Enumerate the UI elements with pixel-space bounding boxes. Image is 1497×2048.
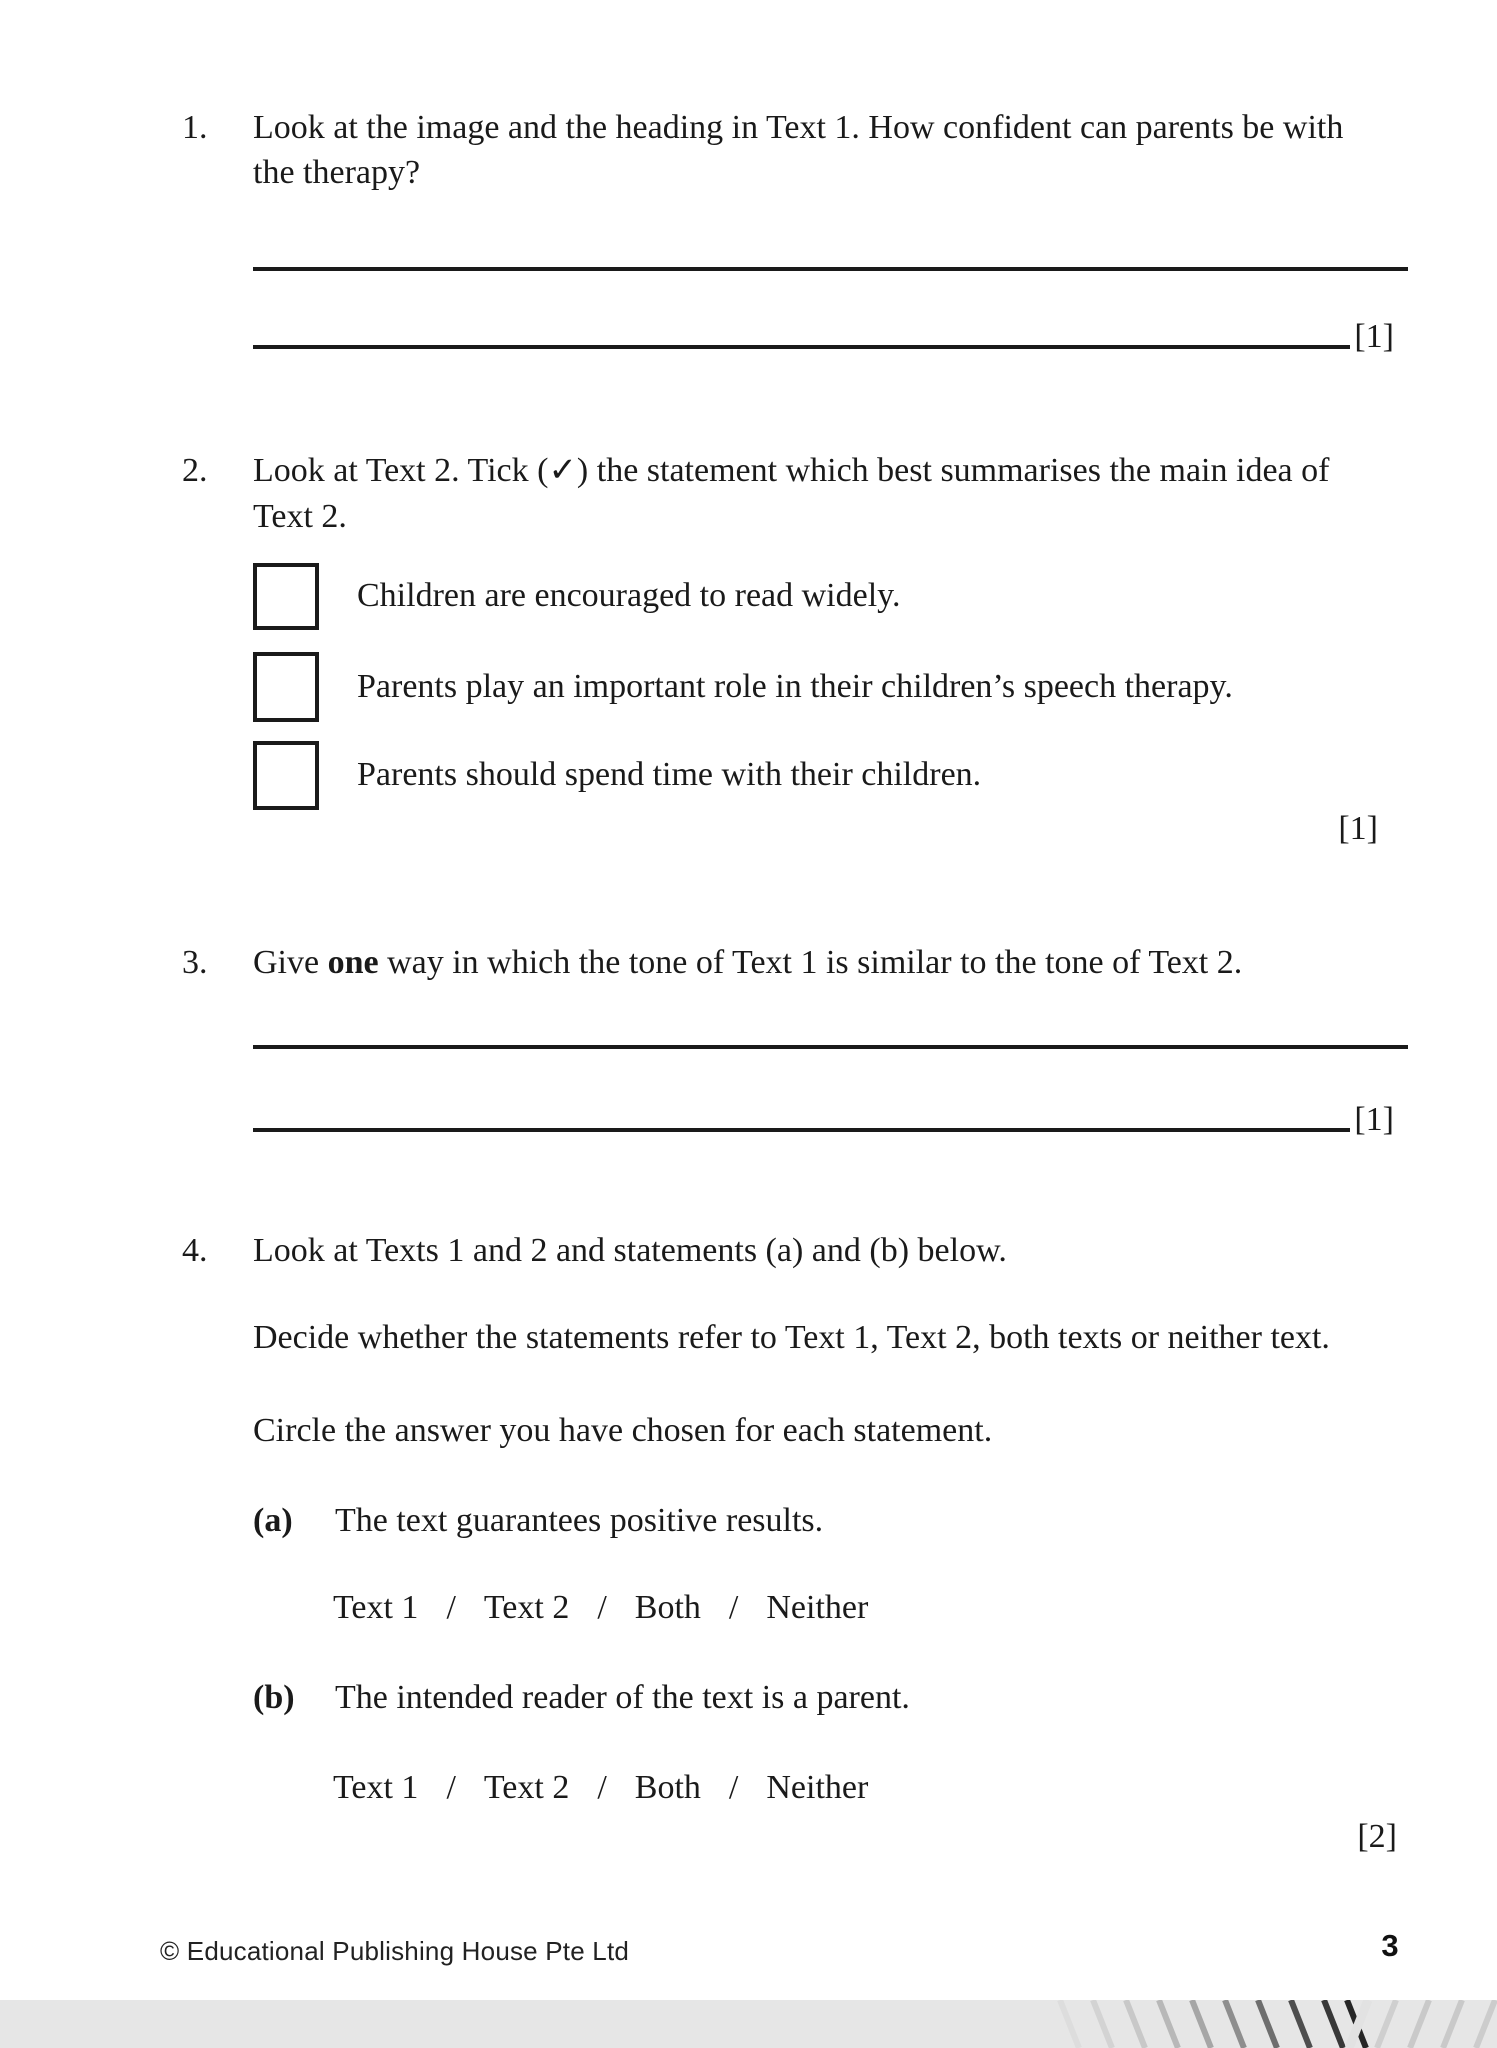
slash-separator: / xyxy=(728,1589,739,1626)
q3-mark-badge: [1] xyxy=(1354,1101,1394,1138)
corner-stripes-decoration xyxy=(1037,2000,1497,2048)
q4-mark-badge: [2] xyxy=(1357,1818,1397,1855)
q3-text-prefix: Give xyxy=(253,944,328,981)
choice-b-neither[interactable]: Neither xyxy=(766,1769,869,1806)
question-4-intro: Look at Texts 1 and 2 and statements (a) and (b) below. xyxy=(253,1232,1007,1269)
checkbox-label-3: Parents should spend time with their children. xyxy=(357,756,982,793)
question-2-number: 2. xyxy=(182,452,208,489)
answer-line-q3-2[interactable] xyxy=(253,1128,1350,1132)
checkbox-label-2: Parents play an important role in their children’s speech therapy. xyxy=(357,668,1233,705)
choice-a-neither[interactable]: Neither xyxy=(766,1589,869,1626)
choice-a-text2[interactable]: Text 2 xyxy=(483,1589,570,1626)
question-4-decide-instruction: Decide whether the statements refer to Text 1, Text 2, both texts or neither text. xyxy=(253,1319,1330,1356)
question-2-text-line2: Text 2. xyxy=(253,498,347,535)
q1-mark-badge: [1] xyxy=(1354,318,1394,355)
q2-mark-badge: [1] xyxy=(1338,810,1378,847)
answer-line-q3-1[interactable] xyxy=(253,1045,1408,1049)
page-number: 3 xyxy=(1381,1928,1399,1963)
question-4-number: 4. xyxy=(182,1232,208,1269)
question-1-text-line2: the therapy? xyxy=(253,154,421,191)
checkbox-option-2[interactable] xyxy=(253,652,319,722)
footer-copyright: © Educational Publishing House Pte Ltd xyxy=(160,1936,630,1966)
choice-b-text2[interactable]: Text 2 xyxy=(483,1769,570,1806)
statement-b-label: (b) xyxy=(253,1679,295,1716)
q3-text-suffix: way in which the tone of Text 1 is similar to the tone of Text 2. xyxy=(378,944,1243,981)
choice-b-both[interactable]: Both xyxy=(634,1769,701,1806)
slash-separator: / xyxy=(446,1769,456,1806)
question-3-text xyxy=(253,944,1242,982)
answer-line-q1-2[interactable] xyxy=(253,345,1350,349)
checkbox-label-1: Children are encouraged to read widely. xyxy=(357,577,901,614)
statement-a-label: (a) xyxy=(253,1502,293,1539)
slash-separator: / xyxy=(446,1589,456,1626)
statement-a-text: The text guarantees positive results. xyxy=(335,1502,824,1539)
question-1-text-line1: Look at the image and the heading in Text 1. How confident can parents be with xyxy=(253,109,1344,146)
question-1-number: 1. xyxy=(182,109,208,146)
question-2-text-line1: Look at Text 2. Tick (✓) the statement which best summarises the main idea of xyxy=(253,452,1330,489)
slash-separator: / xyxy=(597,1769,607,1806)
q3-bold-word: one xyxy=(327,944,379,981)
question-4-circle-instruction: Circle the answer you have chosen for each statement. xyxy=(253,1412,993,1449)
slash-separator: / xyxy=(597,1589,607,1626)
choice-a-both[interactable]: Both xyxy=(634,1589,701,1626)
statement-a-choices xyxy=(333,1589,868,1627)
checkbox-option-3[interactable] xyxy=(253,741,319,810)
bottom-band xyxy=(0,2000,1497,2048)
answer-line-q1-1[interactable] xyxy=(253,267,1408,271)
question-3-number: 3. xyxy=(182,944,208,981)
slash-separator: / xyxy=(728,1769,739,1806)
choice-a-text1[interactable]: Text 1 xyxy=(333,1589,419,1626)
statement-b-choices xyxy=(333,1769,868,1807)
choice-b-text1[interactable]: Text 1 xyxy=(333,1769,419,1806)
statement-b-text: The intended reader of the text is a parent. xyxy=(335,1679,910,1716)
checkbox-option-1[interactable] xyxy=(253,563,319,630)
